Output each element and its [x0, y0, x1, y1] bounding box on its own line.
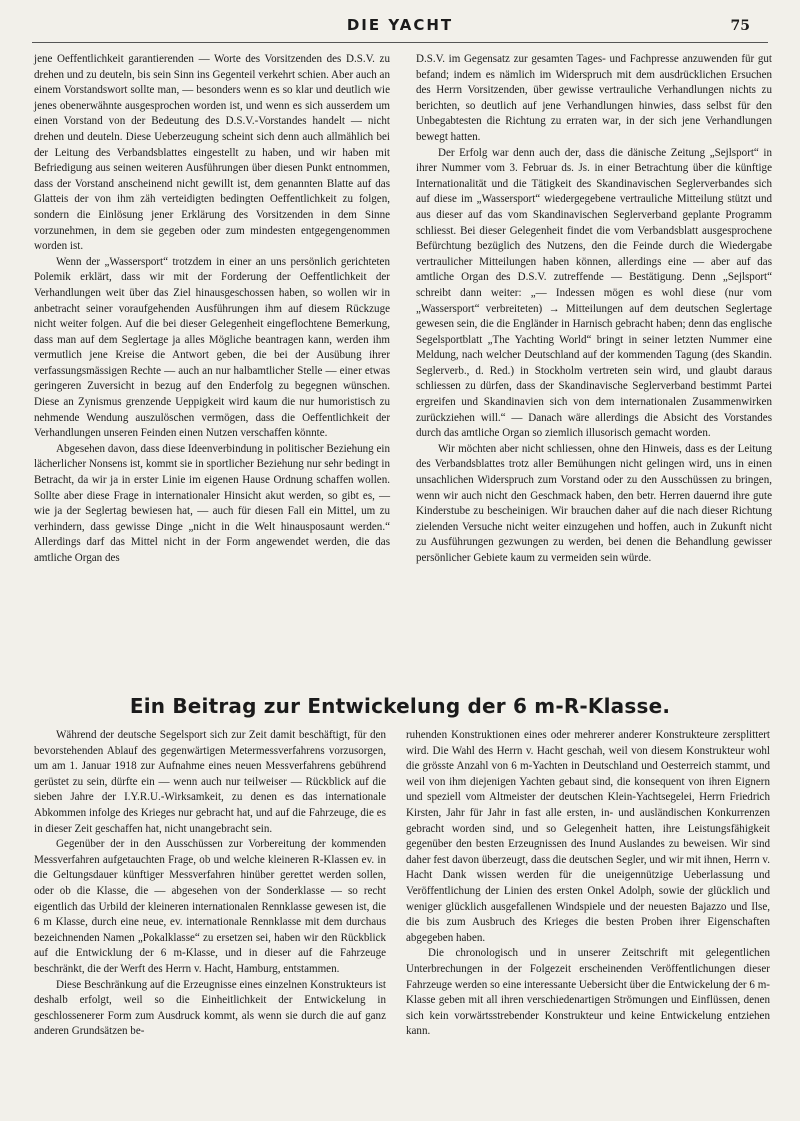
paragraph: jene Oeffentlichkeit garantierenden — Worte des Vorsitzenden des D.S.V. zu drehen und zu deuteln, bis sein Sinn ins Gegenteil verkehrt schien. Aber auch an einem Vorstandswort sollte man, — besonders wenn es so klar und deutlich wie jenes obenerwähnte ausgesprochen worden ist, und wenn es sich ausserdem um einen Vorstand von der Bedeutung des D.S.V.-Vorstandes handelt — nicht drehen und deuteln. Diese Ueberzeugung scheint sich denn auch allmählich bei der Leitung des Verbandsblattes eingestellt zu haben, und wir haben mit Befriedigung aus seinen weiteren Ausführungen über diesen Punkt entnommen, dass der Vorstand anscheinend nicht gewillt ist, dem genannten Blatte auf das Glatteis der von ihm zäh verteidigten bedingten Oeffentlichkeit zu folgen, sondern die Einlösung jener Erklärung des Vorsitzenden in dem Sinne vorzunehmen, in dem sie gegeben oder zum mindesten entgegengenommen worden ist.	[34, 53, 390, 253]
paragraph: Diese Beschränkung auf die Erzeugnisse eines einzelnen Konstrukteurs ist deshalb erfolgt, weil so die Einheitlichkeit der Entwickelung in geschlossenerer Form zum Ausdruck kommt, als wenn sie durch die auf ganz anderen Grundsätzen be-	[34, 978, 386, 1038]
header-rule	[32, 42, 768, 43]
article2-column-right	[406, 728, 770, 1040]
article1-column-right	[416, 52, 772, 567]
paragraph: Die chronologisch und in unserer Zeitschrift mit gelegentlichen Unterbrechungen in der Folgezeit erscheinenden Veröffentlichungen dieser Fahrzeuge werden so eine interessante Uebersicht über die Entwickelung der 6 m-Klasse geben mit all ihren verschiedenartigen Strömungen und Einflüssen, denen sich kein vorwärtsstrebender Konstrukteur und keine Entwickelung entziehen kann.	[406, 947, 770, 1038]
article1-column-left	[34, 52, 390, 567]
paragraph: Der Erfolg war denn auch der, dass die dänische Zeitung „Sejlsport“ in ihrer Nummer vom 3. Februar ds. Js. in einer Betrachtung über die künftige Internationalität und die Tätigkeit des Skandinavischen Seglerverbandes sich auf diese im „Wassersport“ wiedergegebene vertrauliche Mitteilung stützt und aus dieser auf das vom Skandinavischen Seglerverband geplante Programm schliesst. Bei dieser Gelegenheit findet die vom Verbandsblatt ausgesprochene Befürchtung bezüglich des Nutzens, den die Feinde durch die Wiedergabe vertraulicher Mitteilungen haben können, allerdings eine — aber auf das amtliche Organ des D.S.V. zutreffende — Bestätigung. Denn „Sejlsport“ schreibt dann weiter: „— Indessen mögen es wohl diese (nur vom „Wassersport“ verbreiteten) → Mitteilungen auf dem deutschen Seglertage gewesen sein, die die Engländer in Harnisch gebracht haben; denn das englische Segelsportblatt „The Yachting World“ bringt in seiner letzten Nummer eine Meldung, nach welcher Deutschland auf der kommenden Tagung (des Skandin. Seglerverb., d. Red.) in Stockholm vertreten sein wird, und glaubt daraus schliessen zu dürfen, dass der Skandinavische Seglerverband bestimmt Partei ergreifen und Skandinavien sich von dem internationalen Zusammenwirken zurückziehen will.“ — Danach wäre allerdings die Absicht des Vorstandes durch das amtliche Organ so ziemlich illusorisch gemacht worden.	[416, 146, 772, 440]
page-header	[0, 14, 800, 42]
running-title: DIE YACHT	[346, 16, 454, 34]
paragraph: Wenn der „Wassersport“ trotzdem in einer an uns persönlich gerichteten Polemik erklärt, dass wir mit der Forderung der Oeffentlichkeit der Verhandlungen weit über das Ziel hinausgeschossen haben, so wollen wir in anbetracht seiner voraufgehenden Ausführungen ihm auf diesem Rückzuge nicht weiter folgen. Auf die bei dieser Gelegenheit eingeflochtene Bemerkung, dass man auf dem Seglertage ja alles Mögliche beantragen kann, werden ihm vermutlich jene Kreise die Antwort geben, die bei der Ausübung ihrer verfassungsmässigen Rechte — auch an nur halbamtlicher Stelle — einer etwas geringeren Zuversicht in bezug auf den Enderfolg zu begegnen wünschen. Diese an Zynismus grenzende Ueppigkeit wird kaum die nur humoristisch zu nehmende Wendung auszulöschen vermögen, dass die Oeffentlichkeit der Verhandlungen unseren Feinden einen Nutzen verschaffen könnte.	[34, 255, 390, 440]
paragraph: Während der deutsche Segelsport sich zur Zeit damit beschäftigt, für den bevorstehenden Ablauf des gegenwärtigen Metermessverfahrens vorzusorgen, um am 1. Januar 1918 zur Aufnahme eines neuen Messverfahrens gebührend gerüstet zu sein, dürfte ein — wenn auch nur teilweiser — Rückblick auf die sieben Jahre der I.Y.R.U.-Wirksamkeit, zu denen es das internationale Abkommen infolge des Krieges nur gebracht hat, und auf die Fahrzeuge, die es in dieser Zeit geschaffen hat, nicht unangebracht sein.	[34, 729, 386, 835]
page-number: 75	[730, 18, 750, 34]
article-heading: Ein Beitrag zur Entwickelung der 6 m-R-Klasse.	[129, 694, 671, 718]
paragraph: Abgesehen davon, dass diese Ideenverbindung in politischer Beziehung ein lächerlicher Nonsens ist, kommt sie in sportlicher Beziehung nur sehr bedingt in Betracht, da wir ja in erster Linie im eigenen Hause Ordnung schaffen wollen. Sollte aber diese Frage in internationaler Hinsicht akut werden, so gibt es, — wie ja der Seglertag bewiesen hat, — auch für diesen Fall ein Mittel, um zu verhindern, dass gewisse Dinge „nicht in die Welt hinausposaunt werden.“ Allerdings darf das Mittel nicht in der Form angewendet werden, die das amtliche Organ des	[34, 442, 390, 564]
paragraph: D.S.V. im Gegensatz zur gesamten Tages- und Fachpresse anzuwenden für gut befand; indem es nämlich im Widerspruch mit dem ausdrücklichen Ersuchen des Herrn Vorsitzenden, über gewisse vertrauliche Verhandlungen nichts zu berichten, so deutlich auf jene Verhandlungen hinwies, dass selbst für den Unbegabtesten die Richtung zu erraten war, in der sich jene Verhandlungen bewegt hatten.	[416, 53, 772, 143]
paragraph: Gegenüber der in den Ausschüssen zur Vorbereitung der kommenden Messverfahren aufgetauchten Frage, ob und welche kleineren R-Klassen ev. in die Geltungsdauer künftiger Messverfahren hinüber gerettet werden sollen, oder ob die Klasse, die — abgesehen von der Sonderklasse — so recht eigentlich das Urbild der kleineren internationalen Rennklasse gewesen ist, die 6 m Klasse, durch eine neue, ev. internationale Rennklasse mit dem durchaus bezeichnenden Namen „Pokalklasse“ zu ersetzen sei, haben wir den Rückblick auf die Entwicklung der 6 m-Klasse, und in dieser auf die Fahrzeuge beschränkt, die der Werft des Herrn v. Hacht, Hamburg, entstammen.	[34, 838, 386, 975]
paragraph: ruhenden Konstruktionen eines oder mehrerer anderer Konstrukteure zersplittert wird. Die Wahl des Herrn v. Hacht geschah, weil von diesem Konstrukteur wohl die grösste Anzahl von 6 m-Yachten in Deutschland und Oesterreich stammt, und weil von ihm diejenigen Yachten gebaut sind, die konsequent von ihren Eignern und speziell vom Altmeister der deutschen Klein-Yachtsegelei, Herrn Friedrich Kirsten, Jahr für Jahr in fast alle ersten, in- und ausländischen Konkurrenzen gebracht worden sind, und so Gelegenheit hatten, ihre Leistungsfähigkeit gegenüber den besten Erzeugnissen des Inund Auslandes zu beweisen. Wir sind daher fest davon überzeugt, dass die deutschen Segler, und wir mit ihnen, Herrn v. Hacht Dank wissen werden für die uneigennützige Ueberlassung und Veröffentlichung der Linien des ersten Onkel Adolph, sowie der glücklich und weniger glücklich ausgefallenen Windspiele und der neuesten Bajazzo und Ilse, die bis zum Ausbruch des Krieges die besten Proben ihrer Eigenschaften abgegeben haben.	[406, 729, 770, 944]
article2-column-left	[34, 728, 386, 1040]
paragraph: Wir möchten aber nicht schliessen, ohne den Hinweis, dass es der Leitung des Verbandsblattes trotz aller Bemühungen nicht gelingen wird, uns in einen unsachlichen Widerspruch zum Vorstand oder zu den Ausschüssen zu bringen, wenn wir auch nicht den Geschmack haben, den betr. Herren dauernd ihre gute Kinderstube zu bescheinigen. Wir brauchen daher auf die nach dieser Richtung zielenden Versuche nicht weiter einzugehen und hoffen, auch in Zukunft nicht zu Ausführungen gezwungen zu werden, bei denen die Behandlung gewisser persönlicher Gebiete kaum zu vermeiden sein würde.	[416, 442, 772, 564]
